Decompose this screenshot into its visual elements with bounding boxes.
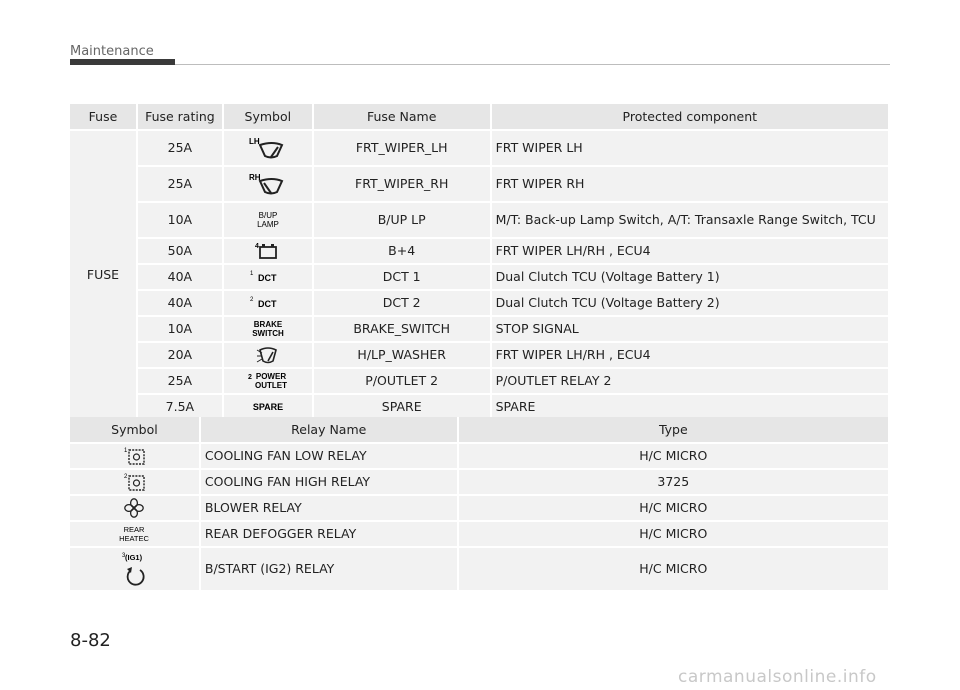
table-row [70, 290, 889, 316]
fuse-symbol [223, 290, 313, 316]
table-row [70, 342, 889, 368]
fuse-name: H/LP_WASHER [313, 342, 491, 368]
section-title: Maintenance [70, 44, 154, 59]
fuse-symbol [223, 264, 313, 290]
svg-text:1: 1 [124, 448, 128, 454]
table-row [70, 316, 889, 342]
fuse-name: FRT_WIPER_LH [313, 130, 491, 166]
protected-component: Dual Clutch TCU (Voltage Battery 2) [491, 290, 889, 316]
relay-symbol [70, 469, 200, 495]
table-row [70, 443, 889, 469]
fuse-rating: 25A [137, 130, 223, 166]
table-row [70, 495, 889, 521]
fuse-symbol [223, 238, 313, 264]
brake-switch-icon [246, 317, 290, 341]
fuse-name: BRAKE_SWITCH [313, 316, 491, 342]
svg-text:2: 2 [247, 374, 252, 381]
col-header-protected-component: Protected component [491, 104, 889, 130]
fuse-name: P/OUTLET 2 [313, 368, 491, 394]
col-header-fuse-rating: Fuse rating [137, 104, 223, 130]
fuse-rating: 20A [137, 342, 223, 368]
protected-component: STOP SIGNAL [491, 316, 889, 342]
relay-name: COOLING FAN LOW RELAY [200, 443, 458, 469]
svg-text:DCT: DCT [257, 299, 277, 309]
col-header-symbol: Symbol [223, 104, 313, 130]
svg-text:HEATEC: HEATEC [119, 534, 150, 543]
ig2-relay-icon [112, 549, 156, 589]
battery-icon [246, 239, 290, 263]
svg-text:1: 1 [249, 271, 254, 277]
fuse-table-header-row [70, 104, 889, 130]
table-row [70, 521, 889, 547]
protected-component: SPARE [491, 394, 889, 420]
protected-component: FRT WIPER LH [491, 130, 889, 166]
svg-text:BRAKE: BRAKE [253, 320, 283, 329]
col-header-relay-name: Relay Name [200, 417, 458, 443]
svg-text:REAR: REAR [124, 525, 145, 534]
fuse-name: FRT_WIPER_RH [313, 166, 491, 202]
svg-text:4: 4 [254, 243, 259, 250]
fuse-name: DCT 2 [313, 290, 491, 316]
relay-name: BLOWER RELAY [200, 495, 458, 521]
fuse-name: DCT 1 [313, 264, 491, 290]
svg-text:LAMP: LAMP [256, 220, 279, 229]
relay-table [70, 417, 890, 592]
dct-icon [246, 291, 290, 315]
table-row [70, 238, 889, 264]
relay-type: H/C MICRO [458, 547, 889, 591]
cooling-fan-relay-icon [112, 470, 156, 494]
svg-text:LH: LH [248, 137, 260, 146]
protected-component: Dual Clutch TCU (Voltage Battery 1) [491, 264, 889, 290]
fuse-rating: 40A [137, 264, 223, 290]
svg-text:2: 2 [249, 297, 254, 303]
cooling-fan-relay-icon [112, 444, 156, 468]
fuse-symbol [223, 368, 313, 394]
relay-name: B/START (IG2) RELAY [200, 547, 458, 591]
fuse-rating: 50A [137, 238, 223, 264]
protected-component: M/T: Back-up Lamp Switch, A/T: Transaxle Range Switch, TCU [491, 202, 889, 238]
fuse-name: B/UP LP [313, 202, 491, 238]
relay-name: REAR DEFOGGER RELAY [200, 521, 458, 547]
table-row [70, 547, 889, 591]
relay-symbol [70, 547, 200, 591]
protected-component: FRT WIPER LH/RH , ECU4 [491, 238, 889, 264]
col-header-type: Type [458, 417, 889, 443]
table-row [70, 202, 889, 238]
fuse-symbol [223, 316, 313, 342]
fuse-table [70, 104, 890, 421]
fuse-symbol [223, 166, 313, 202]
table-row [70, 469, 889, 495]
fuse-rating: 40A [137, 290, 223, 316]
wiper-lh-icon [246, 136, 290, 160]
dct-icon [246, 265, 290, 289]
header-accent-bar [70, 59, 175, 65]
spare-icon [246, 395, 290, 419]
relay-symbol [70, 495, 200, 521]
washer-icon [246, 343, 290, 367]
relay-type: H/C MICRO [458, 443, 889, 469]
svg-text:SPARE: SPARE [252, 402, 283, 412]
fuse-rating: 25A [137, 368, 223, 394]
svg-text:SWITCH: SWITCH [252, 329, 284, 338]
fuse-name: B+4 [313, 238, 491, 264]
protected-component: FRT WIPER RH [491, 166, 889, 202]
fuse-symbol [223, 130, 313, 166]
relay-name: COOLING FAN HIGH RELAY [200, 469, 458, 495]
table-row [70, 264, 889, 290]
protected-component: FRT WIPER LH/RH , ECU4 [491, 342, 889, 368]
svg-text:2: 2 [124, 474, 128, 480]
power-outlet-icon [246, 369, 290, 393]
svg-text:3: 3 [122, 553, 126, 559]
fuse-rating: 10A [137, 202, 223, 238]
table-row [70, 368, 889, 394]
watermark: carmanualsonline.info [678, 667, 877, 687]
relay-type: 3725 [458, 469, 889, 495]
relay-type: H/C MICRO [458, 495, 889, 521]
header-rule [175, 64, 890, 65]
svg-text:RH: RH [248, 173, 261, 182]
col-header-fuse: Fuse [70, 104, 137, 130]
fuse-symbol [223, 202, 313, 238]
blower-icon [112, 496, 156, 520]
relay-type: H/C MICRO [458, 521, 889, 547]
svg-text:POWER: POWER [255, 372, 286, 381]
fuse-symbol [223, 342, 313, 368]
fuse-rating: 25A [137, 166, 223, 202]
table-row [70, 130, 889, 166]
rear-heater-icon [112, 522, 156, 546]
relay-table-header-row [70, 417, 889, 443]
col-header-fuse-name: Fuse Name [313, 104, 491, 130]
svg-text:DCT: DCT [257, 273, 277, 283]
page-number: 8-82 [70, 630, 111, 651]
fuse-name: SPARE [313, 394, 491, 420]
wiper-rh-icon [246, 172, 290, 196]
table-row [70, 166, 889, 202]
fuse-group-label: FUSE [70, 130, 137, 420]
fuse-rating: 7.5A [137, 394, 223, 420]
fuse-rating: 10A [137, 316, 223, 342]
svg-text:B/UP: B/UP [258, 211, 278, 220]
relay-symbol [70, 521, 200, 547]
svg-text:OUTLET: OUTLET [254, 381, 287, 390]
backup-lamp-icon [246, 208, 290, 232]
protected-component: P/OUTLET RELAY 2 [491, 368, 889, 394]
col-header-symbol: Symbol [70, 417, 200, 443]
svg-text:(IG1): (IG1) [125, 553, 143, 562]
relay-symbol [70, 443, 200, 469]
